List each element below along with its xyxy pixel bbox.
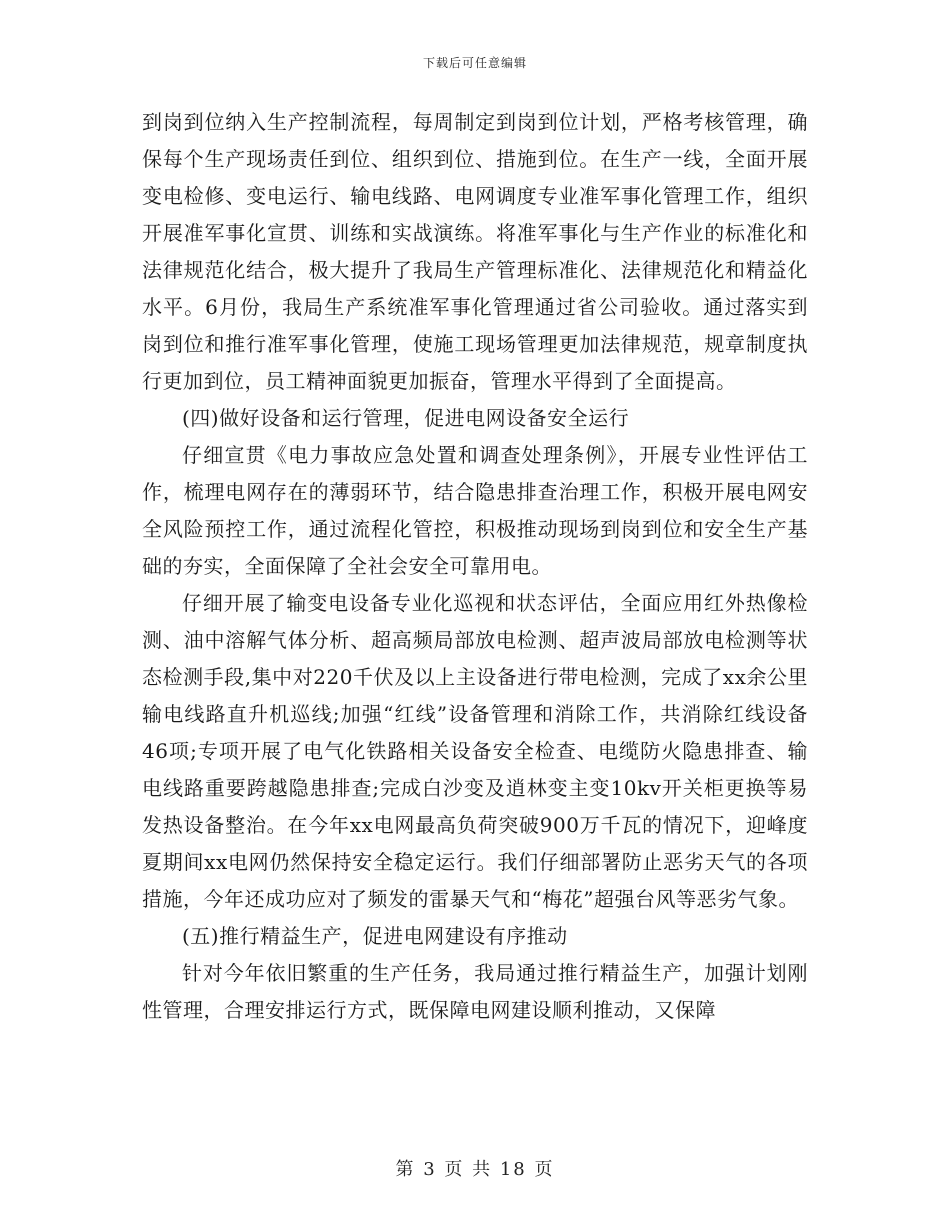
paragraph-continuation: 到岗到位纳入生产控制流程，每周制定到岗到位计划，严格考核管理，确保每个生产现场责任到位、组织到位、措施到位。在生产一线，全面开展变电检修、变电运行、输电线路、电网调度专业准军事化管理工作，组织开展准军事化宣贯、训练和实战演练。将准军事化与生产作业的标准化和法律规范化结合，极大提升了我局生产管理标准化、法律规范化和精益化水平。6月份，我局生产系统准军事化管理通过省公司验收。通过落实到岗到位和推行准军事化管理，使施工现场管理更加法律规范，规章制度执行更加到位，员工精神面貌更加振奋，管理水平得到了全面提高。 [142,110,808,393]
paragraph-inspection: 仔细开展了输变电设备专业化巡视和状态评估，全面应用红外热像检测、油中溶解气体分析、超高频局部放电检测、超声波局部放电检测等状态检测手段,集中对220千伏及以上主设备进行带电检测，完成了xx余公里输电线路直升机巡线;加强“红线”设备管理和消除工作，共消除红线设备46项;专项开展了电气化铁路相关设备安全检查、电缆防火隐患排查、输电线路重要跨越隐患排查;完成白沙变及逍林变主变10kv开关柜更换等易发热设备整治。在今年xx电网最高负荷突破900万千瓦的情况下，迎峰度夏期间xx电网仍然保持安全稳定运行。我们仔细部署防止恶劣天气的各项措施，今年还成功应对了频发的雷暴天气和“梅花”超强台风等恶劣气象。 [142,591,808,911]
section-heading-5: (五)推行精益生产，促进电网建设有序推动 [182,924,568,948]
page-header-note: 下载后可任意编辑 [422,56,527,70]
section-heading-4: (四)做好设备和运行管理，促进电网设备安全运行 [182,406,630,430]
paragraph-regulations: 仔细宣贯《电力事故应急处置和调查处理条例》，开展专业性评估工作，梳理电网存在的薄弱环节，结合隐患排查治理工作，积极开展电网安全风险预控工作，通过流程化管控，积极推动现场到岗到位和安全生产基础的夯实，全面保障了全社会安全可靠用电。 [142,443,808,578]
page-number-footer: 第 3 页 共 18 页 [395,1159,555,1180]
paragraph-lean-production: 针对今年依旧繁重的生产任务，我局通过推行精益生产，加强计划刚性管理，合理安排运行方式，既保障电网建设顺利推动，又保障 [142,961,808,1022]
document-body [142,104,808,1029]
